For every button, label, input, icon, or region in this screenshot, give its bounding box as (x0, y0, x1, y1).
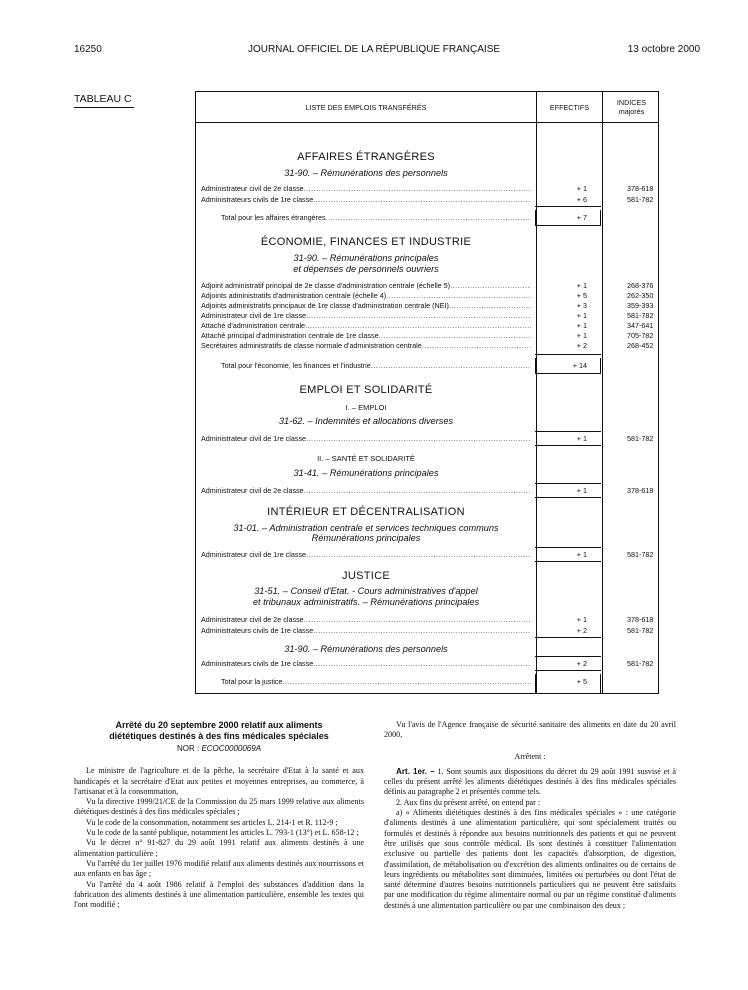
subtotal-rule (535, 547, 601, 548)
chapter-title-cont: Rémunérations principales (311, 533, 421, 543)
subtotal-rule (535, 206, 601, 207)
subtotal-rule (535, 561, 601, 562)
article-left-column (74, 720, 364, 910)
chapter-title: 31-41. – Rémunérations principales (293, 468, 439, 478)
paragraph: Vu l'arrêté du 4 août 1986 relatif à l'emploi des substances d'addition dans la fabrication des aliments destinés à une alimentation particulière, ensemble les textes qui l'ont modifié ; (74, 879, 364, 910)
total-row: Total pour les affaires étrangères ..... + 7 (221, 213, 679, 223)
subtotal-rule (535, 637, 601, 638)
table-row: Administrateur civil de 2e classe ..... + 1 378-618 (201, 184, 659, 194)
article-right-column (384, 720, 676, 911)
chapter-title-cont: et tribunaux administratifs. – Rémunérations principales (252, 597, 480, 607)
section-title: EMPLOI ET SOLIDARITÉ (299, 384, 433, 396)
col-header-indices-sub: majorés (618, 107, 645, 116)
journal-title: JOURNAL OFFICIEL DE LA RÉPUBLIQUE FRANÇAISE (247, 44, 501, 55)
section-title: INTÉRIEUR ET DÉCENTRALISATION (267, 506, 465, 518)
subtotal-rule (535, 483, 601, 484)
chapter-title: 31-90. – Rémunérations des personnels (284, 168, 448, 178)
subtotal-rule (535, 431, 601, 432)
transferred-jobs-table (195, 91, 659, 694)
section-title: AFFAIRES ÉTRANGÈRES (297, 151, 435, 163)
paragraph: Vu l'avis de l'Agence française de sécurité sanitaire des aliments en date du 20 avril 2000, (384, 720, 676, 740)
table-row: Administrateurs civils de 1re classe ..... + 2 581-782 (201, 626, 659, 636)
table-row: Attaché d'administration centrale ..... + 1 347-641 (201, 321, 659, 331)
header-divider (196, 122, 658, 123)
section-title: ÉCONOMIE, FINANCES ET INDUSTRIE (260, 236, 472, 248)
subsection-title: I. – EMPLOI (345, 403, 387, 412)
article-number: Art. 1er. – (396, 766, 435, 776)
chapter-title: 31-01. – Administration centrale et services techniques communs (233, 523, 499, 533)
nor-reference: NOR : ECOC0000069A (176, 744, 262, 753)
total-box (535, 674, 601, 694)
paragraph: 2. Aux fins du présent arrêté, on entend par : (396, 797, 541, 807)
subtotal-rule (535, 670, 601, 671)
subtotal-rule (535, 497, 601, 498)
table-row: Administrateur civil de 1re classe ..... + 1 581-782 (201, 550, 659, 560)
column-divider (602, 92, 603, 693)
total-row: Total pour l'économie, les finances et l'industrie ..... + 14 (221, 361, 679, 371)
chapter-title: 31-62. – Indemnités et allocations diverses (278, 416, 454, 426)
col-header-emplois: LISTE DES EMPLOIS TRANSFÉRÉS (305, 103, 427, 112)
table-label-rule (74, 107, 134, 108)
chapter-title: 31-90. – Rémunérations des personnels (284, 644, 448, 654)
paragraph: Vu l'arrêté du 1er juillet 1976 modifié relatif aux aliments destinés aux nourrissons et aux enfants en bas âge ; (74, 858, 364, 879)
table-row: Adjoint administratif principal de 2e classe d'administration centrale (échelle 5) ..... + 1 268-376 (201, 281, 659, 291)
paragraph: Vu le code de la consommation, notamment ses articles L. 214-1 et R. 112-9 ; (86, 817, 338, 827)
chapter-title: 31-90. – Rémunérations principales (293, 253, 439, 263)
subtotal-rule (535, 445, 601, 446)
total-box (535, 210, 601, 226)
paragraph: Vu le code de la santé publique, notamment les articles L. 793-1 (13°) et L. 658-12 ; (86, 828, 359, 838)
paragraph: Vu la directive 1999/21/CE de la Commission du 25 mars 1999 relative aux aliments diététiques destinés à des fins médicales spéciales ; (74, 797, 364, 817)
table-row: Secrétaires administratifs de classe normale d'administration centrale ..... + 2 268-452 (201, 341, 659, 351)
subsection-title: II. – SANTÉ ET SOLIDARITÉ (317, 454, 415, 463)
chapter-title-cont: et dépenses de personnels ouvriers (293, 264, 439, 274)
arrete-heading: Arrêtent : (514, 751, 546, 761)
total-box (535, 358, 601, 374)
paragraph: Le ministre de l'agriculture et de la pêche, la secrétaire d'Etat à la santé et aux handicapés et la secrétaire d'Etat aux petites et moyennes entreprises, au commerce, à l'artisanat et à la consommation, (74, 766, 364, 796)
article-1: Art. 1er. – 1. Sont soumis aux dispositions du décret du 29 août 1991 susvisé et à celles du présent arrêté les aliments diététiques destinés à des fins médicales spéciales définis au paragraphe 2 et présentés comme tels. (384, 766, 676, 797)
table-row: Adjoints administratifs principaux de 1re classe d'administration centrale (NEI) ..... + 3 359-393 (201, 301, 659, 311)
subtotal-rule (535, 354, 601, 355)
total-row: Total pour la justice ..... + 5 (221, 677, 679, 687)
page-header (0, 44, 748, 58)
table-row: Administrateur civil de 2e classe ..... + 1 378-618 (201, 615, 659, 625)
chapter-title: 31-51. – Conseil d'Etat. - Cours administratives d'appel (254, 586, 478, 596)
column-divider (536, 92, 537, 693)
table-row: Administrateur civil de 1re classe ..... + 1 581-782 (201, 311, 659, 321)
paragraph: a) « Aliments diététiques destinés à des fins médicales spéciales » : une catégorie d'aliments destinés à une alimentation particulière, qui sont spécialement traités ou formulés et destinés à répondre aux besoins nutritionnels des patients et qui ne peuvent être utilisés que sous contrôle médical. Ils sont destinés à constituer l'alimentation exclusive ou partielle des patients dont les capacités d'absorption, de digestion, d'assimilation, de métabolisation ou d'excrétion des aliments ordinaires ou de certains de leurs ingrédients ou métabolites sont diminuées, limitées ou perturbées ou dont l'état de santé détermine d'autres besoins nutritionnels particuliers qui ne peuvent être satisfaits par une modification du régime alimentaire normal ou par un régime constitué d'aliments destinés à une alimentation particulière ou par une combinaison des deux ; (384, 808, 676, 910)
table-row: Administrateur civil de 2e classe ..... + 1 378-618 (201, 486, 659, 496)
table-row: Adjoints administratifs d'administration centrale (échelle 4) ..... + 5 262-350 (201, 291, 659, 301)
paragraph: Vu le décret n° 91-827 du 29 août 1991 relatif aux aliments destinés à une alimentation particulière ; (74, 838, 364, 858)
col-header-indices: INDICES (616, 98, 647, 107)
table-row: Administrateur civil de 1re classe ..... + 1 581-782 (201, 434, 659, 444)
subtotal-rule (535, 656, 601, 657)
col-header-effectifs: EFFECTIFS (549, 103, 590, 112)
table-label: TABLEAU C (74, 93, 132, 105)
table-row: Administrateurs civils de 1re classe ..... + 2 581-782 (201, 659, 659, 669)
section-title: JUSTICE (342, 570, 390, 582)
publication-date: 13 octobre 2000 (627, 44, 700, 55)
page-number: 16250 (74, 44, 102, 55)
article-title: Arrêté du 20 septembre 2000 relatif aux aliments diététiques destinés à des fins médicales spéciales (109, 720, 329, 741)
table-row: Attaché principal d'administration centrale de 1re classe ..... + 1 705-782 (201, 331, 659, 341)
table-row: Administrateurs civils de 1re classe ..... + 6 581-782 (201, 195, 659, 205)
